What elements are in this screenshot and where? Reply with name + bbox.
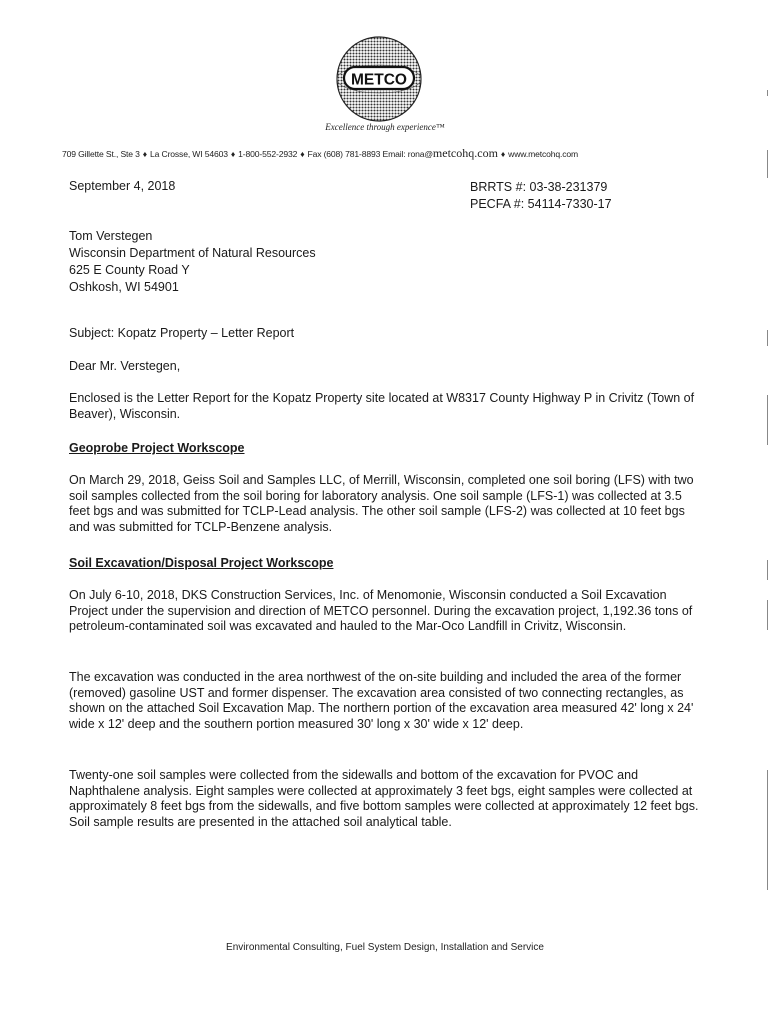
- company-phone: 1-800-552-2932: [238, 149, 298, 159]
- scan-mark: [767, 770, 768, 890]
- recipient-name: Tom Verstegen: [69, 229, 153, 243]
- recipient-org: Wisconsin Department of Natural Resources: [69, 246, 316, 260]
- scan-mark: [767, 330, 768, 346]
- contact-line: [62, 146, 722, 161]
- recipient-city: Oshkosh, WI 54901: [69, 280, 179, 294]
- excavation-paragraph-1: On July 6-10, 2018, DKS Construction Services, Inc. of Menomonie, Wisconsin conducted a Soil Excavation Project under the supervision and direction of METCO personnel. During the excavation project, 1,192.36 tons of petroleum-contaminated soil was excavated and hauled to the Mar-Oco Landfill in Crivitz, Wisconsin.: [69, 588, 693, 634]
- diamond-icon: ♦: [230, 149, 236, 159]
- intro-paragraph: Enclosed is the Letter Report for the Kopatz Property site located at W8317 County Highway P in Crivitz (Town of Beaver), Wisconsin.: [69, 391, 695, 421]
- heading-excavation: Soil Excavation/Disposal Project Workscope: [69, 556, 334, 570]
- email-user[interactable]: rona@: [407, 149, 433, 159]
- pecfa-number: PECFA #: 54114-7330-17: [470, 197, 612, 211]
- company-website[interactable]: www.metcohq.com: [508, 149, 579, 159]
- reference-numbers: [470, 179, 612, 213]
- heading-geoprobe: Geoprobe Project Workscope: [69, 441, 245, 455]
- company-fax: Fax (608) 781-8893: [307, 149, 381, 159]
- email-label: Email:: [382, 149, 406, 159]
- excavation-paragraph-3: Twenty-one soil samples were collected from the sidewalls and bottom of the excavation for PVOC and Naphthalene analysis. Eight samples were collected at approximately 3 feet bgs, eight samples were collected at approximately 8 feet bgs from the sidewalls, and five bottom samples were collected at approximately 12 feet bgs. Soil sample results are presented in the attached soil analytical table.: [69, 768, 699, 829]
- company-address: 709 Gillette St., Ste 3: [62, 149, 140, 159]
- diamond-icon: ♦: [300, 149, 305, 159]
- metco-logo: [334, 34, 424, 124]
- email-domain[interactable]: metcohq.com: [432, 146, 498, 160]
- recipient-street: 625 E County Road Y: [69, 263, 190, 277]
- recipient-address: [69, 228, 316, 296]
- scan-mark: [767, 560, 768, 580]
- logo-text: METCO: [351, 71, 407, 89]
- diamond-icon: ♦: [500, 149, 506, 159]
- scan-mark: [767, 395, 768, 445]
- logo-globe-icon: [334, 34, 424, 124]
- diamond-icon: ♦: [142, 149, 148, 159]
- letter-date: September 4, 2018: [69, 179, 176, 193]
- salutation: Dear Mr. Verstegen,: [69, 359, 181, 373]
- subject-line: Subject: Kopatz Property – Letter Report: [69, 326, 295, 340]
- company-city: La Crosse, WI 54603: [150, 149, 228, 159]
- scan-mark: [767, 600, 768, 630]
- brrts-number: BRRTS #: 03-38-231379: [470, 180, 608, 194]
- footer-services: Environmental Consulting, Fuel System Design, Installation and Service: [226, 942, 544, 953]
- excavation-paragraph-2: The excavation was conducted in the area northwest of the on-site building and included the area of the former (removed) gasoline UST and former dispenser. The excavation area consisted of two connecting rectangles, as shown on the attached Soil Excavation Map. The northern portion of the excavation area measured 42' long x 24' wide x 12' deep and the southern portion measured 30' long x 30' wide x 12' deep.: [69, 670, 694, 731]
- geoprobe-paragraph: On March 29, 2018, Geiss Soil and Samples LLC, of Merrill, Wisconsin, completed one soil boring (LFS) with two soil samples collected from the soil boring for laboratory analysis. One soil sample (LFS-1) was collected at 3.5 feet bgs and was submitted for TCLP-Lead analysis. The other soil sample (LFS-2) was collected at 10 feet bgs and was submitted for TCLP-Benzene analysis.: [69, 473, 694, 534]
- scan-mark: [767, 150, 768, 178]
- scan-mark: [767, 90, 768, 96]
- tagline: Excellence through experience™: [325, 122, 445, 132]
